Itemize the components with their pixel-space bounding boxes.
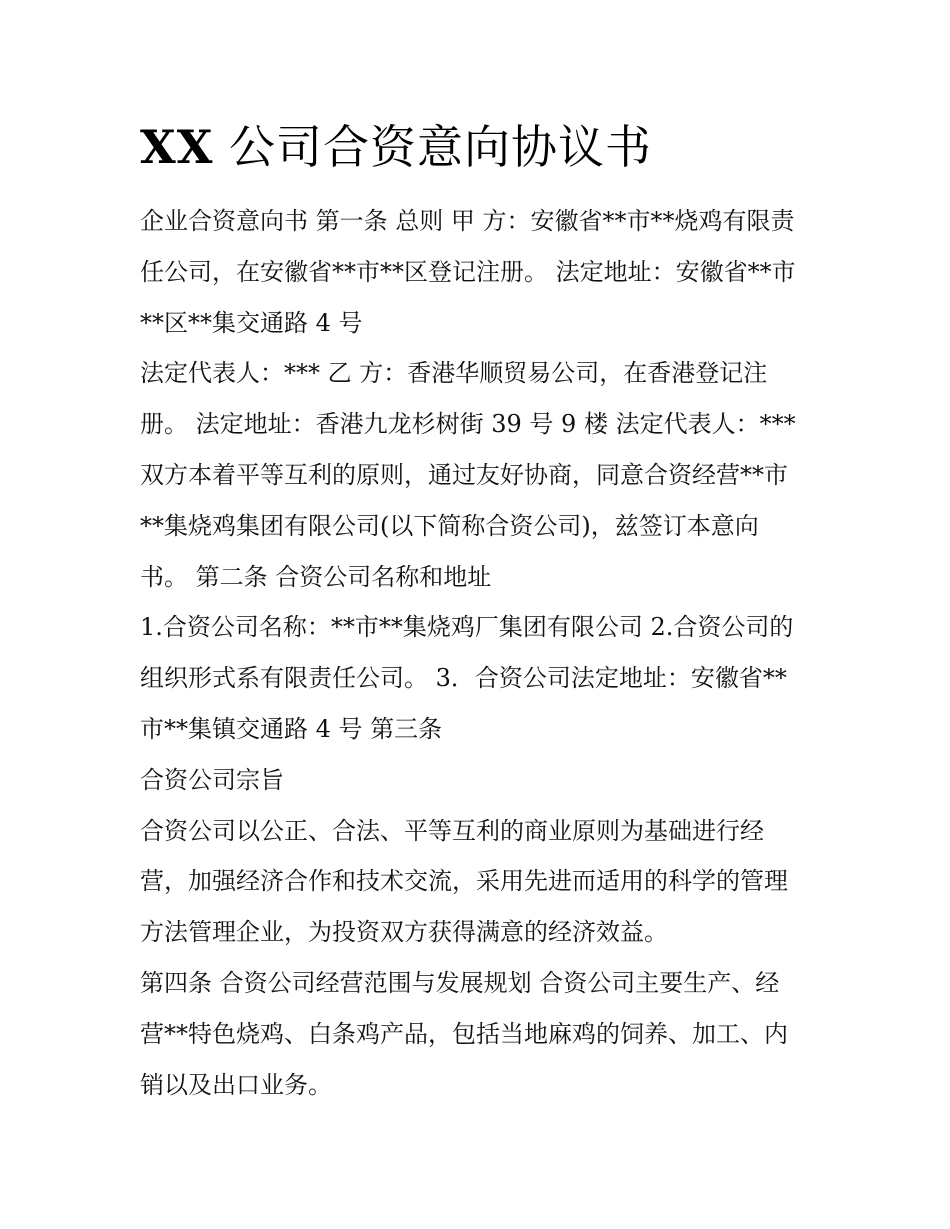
document-body xyxy=(140,196,820,1110)
body-line: 第四条 合资公司经营范围与发展规划 合资公司主要生产、经 xyxy=(140,968,780,997)
body-line: 组织形式系有限责任公司。 3．合资公司法定地址：安徽省** xyxy=(140,664,787,693)
body-line: 册。 法定地址：香港九龙杉树街 39 号 9 楼 法定代表人：*** xyxy=(140,410,796,439)
body-line: 营，加强经济合作和技术交流，采用先进而适用的科学的管理 xyxy=(140,867,788,896)
body-line: 书。 第二条 合资公司名称和地址 xyxy=(140,562,492,591)
body-line: 合资公司以公正、合法、平等互利的商业原则为基础进行经 xyxy=(140,816,764,845)
body-line: 销以及出口业务。 xyxy=(140,1070,332,1099)
body-line: 任公司，在安徽省**市**区登记注册。 法定地址：安徽省**市 xyxy=(140,257,796,286)
document-title xyxy=(140,112,652,182)
body-line: 市**集镇交通路 4 号 第三条 xyxy=(140,714,443,743)
title-cjk: 公司合资意向协议书 xyxy=(213,120,653,174)
body-line: **区**集交通路 4 号 xyxy=(140,308,363,337)
title-latin: XX xyxy=(140,120,214,174)
body-line: 合资公司宗旨 xyxy=(140,765,284,794)
body-line: 法定代表人：*** 乙 方：香港华顺贸易公司，在香港登记注 xyxy=(140,359,768,388)
body-line: 方法管理企业，为投资双方获得满意的经济效益。 xyxy=(140,918,668,947)
body-line: 双方本着平等互利的原则，通过友好协商，同意合资经营**市 xyxy=(140,460,788,489)
body-line: **集烧鸡集团有限公司(以下简称合资公司)，兹签订本意向 xyxy=(140,511,759,540)
body-line: 1.合资公司名称：**市**集烧鸡厂集团有限公司 2.合资公司的 xyxy=(140,613,794,642)
body-line: 营**特色烧鸡、白条鸡产品，包括当地麻鸡的饲养、加工、内 xyxy=(140,1019,788,1048)
body-line: 企业合资意向书 第一条 总则 甲 方：安徽省**市**烧鸡有限责 xyxy=(140,207,795,235)
